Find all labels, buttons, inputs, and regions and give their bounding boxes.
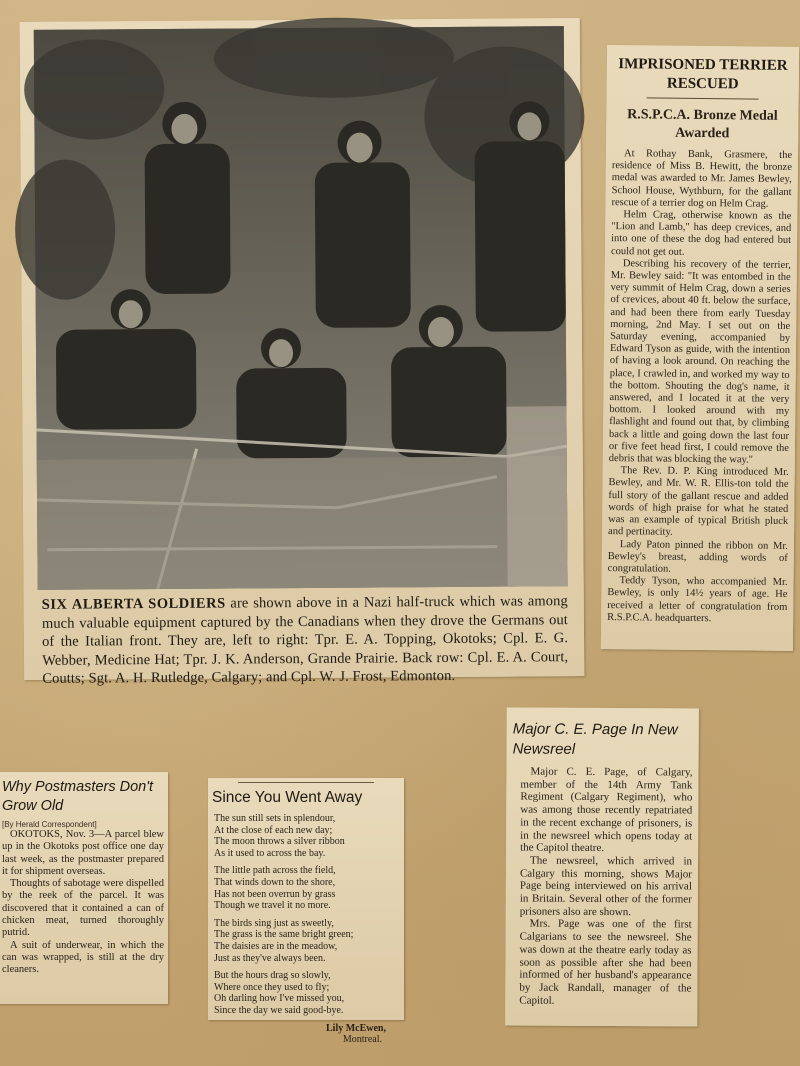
poem-line: As it used to across the bay.	[214, 847, 326, 859]
terrier-article-body	[607, 148, 792, 626]
paragraph: OKOTOKS, Nov. 3—A parcel blew up in the Okotoks post office one day last week, as the postmaster prepared it for shipment overseas.	[2, 829, 164, 877]
paragraph: Describing his recovery of the terrier, Mr. Bewley said: "It was entombed in the very summit of Helm Crag, down a series of crevices, about 40 ft. below the surface, and had been there from early Tuesday morning, 2nd May. I set out on the Saturday evening, accompanied by Edward Tyson as guide, with the intention of having a look around. On reaching the place, I crawled in, and worked my way to the bottom. Shouting the dog's name, it answered, and I located it at the very bottom. I looked around with my flashlight and found out that, by climbing back a little and going down the last four or five feet head first, I could remove the debris that was blocking the way."	[608, 258, 791, 466]
paragraph: Lady Paton pinned the ribbon on Mr. Bewley's breast, adding words of congratulation.	[607, 538, 788, 575]
paragraph: Mrs. Page was one of the first Calgarians to see the newsreel. She was down at the theatre early today as soon as possible after she had been informed of her husband's appearance by Jack Randall, manager of the Capitol.	[519, 918, 692, 1007]
poem-line: But the hours drag so slowly,	[214, 970, 331, 982]
poem-line: The grass is the same bright green;	[214, 929, 354, 941]
poem-line: The little path across the field,	[214, 865, 336, 877]
postmasters-headline: Why Postmasters Don't Grow Old	[2, 779, 154, 814]
poem-author: Lily McEwen,	[326, 1022, 386, 1034]
halftruck-photo-image	[34, 26, 568, 590]
poem-line: The sun still sets in splendour,	[214, 813, 336, 824]
caption-lead: SIX ALBERTA SOLDIERS	[41, 595, 226, 613]
poem-line: Where once they used to fly;	[214, 981, 330, 993]
paragraph: Thoughts of sabotage were dispelled by the reek of the parcel. It was discovered that it contained a can of chicken meat, turned thoroughly putrid.	[2, 878, 164, 939]
poem-line: The birds sing just as sweetly,	[214, 917, 334, 929]
terrier-headline: IMPRISONED TERRIER RESCUED	[618, 56, 788, 93]
terrier-clipping	[601, 45, 799, 651]
byline: [By Herald Correspondent]	[2, 820, 97, 829]
poem-author-place: Montreal.	[342, 1033, 382, 1045]
poem-line: At the close of each new day;	[214, 824, 333, 836]
poem-stanza	[214, 970, 400, 1016]
poem-stanza	[214, 865, 400, 911]
postmasters-article-body	[2, 829, 164, 977]
poem-line: The daisies are in the meadow,	[214, 940, 338, 952]
poem-line: That winds down to the shore,	[214, 876, 336, 888]
poem-line: The moon throws a silver ribbon	[214, 836, 345, 848]
paragraph: Major C. E. Page, of Calgary, member of the 14th Army Tank Regiment (Calgary Regiment), who was among those recently repatriated in the recent exchange of prisoners, is in the newsreel which opens today at the Capitol theatre.	[520, 765, 693, 855]
poem-line: Though we travel it no more.	[214, 900, 331, 912]
caption-text: are shown above in a Nazi half-truck which was among much valuable equipment captured by the Canadians when they drove the Germans out of the Italian front. They are, left to right: Tpr. E. A. Topping, Okotoks; Cpl. E. G. Webber, Medicine Hat; Tpr. J. K. Anderson, Grande Prairie. Back row: Cpl. E. A. Court, Coutts; Sgt. A. H. Rutledge, Calgary; and Cpl. W. J. Frost, Edmonton.	[41, 593, 569, 687]
photo-caption	[42, 592, 569, 688]
poem-stanza	[214, 918, 400, 964]
soldiers-photo	[34, 26, 568, 590]
poem-title: Since You Went Away	[212, 789, 363, 806]
newsreel-clipping	[505, 707, 699, 1026]
newsreel-article-body	[519, 766, 692, 1008]
poem-top-rule	[238, 782, 374, 783]
poem-line: Oh darling how I've missed you,	[214, 993, 345, 1005]
newsreel-headline: Major C. E. Page In New Newsreel	[512, 720, 678, 758]
paragraph: Teddy Tyson, who accompanied Mr. Bewley, is only 14½ years of age. He received a letter of congratulation from R.S.P.C.A. headquarters.	[607, 575, 788, 624]
paragraph: The Rev. D. P. King introduced Mr. Bewley, and Mr. W. R. Ellis-ton told the full story of the gallant rescue and added words of high praise for what he stated was an example of typical British pluck and pertinacity.	[608, 465, 789, 539]
poem-stanza	[214, 813, 400, 859]
poem-clipping	[208, 778, 404, 1045]
poem-line: Since the day we said good-bye.	[214, 1004, 344, 1016]
paragraph: Helm Crag, otherwise known as the "Lion and Lamb," has deep crevices, and into one of these the dog had entered but could not get out.	[610, 209, 792, 258]
poem-line: Has not been overrun by grass	[214, 888, 336, 900]
paragraph: At Rothay Bank, Grasmere, the residence of Miss B. Hewitt, the bronze medal was awarded to Mr. James Bewley, School House, Wythburn, for the gallant rescue of a terrier dog on Helm Crag.	[611, 148, 793, 210]
photo-clipping	[20, 18, 585, 687]
poem-line: Just as they've always been.	[214, 952, 326, 964]
terrier-subhead: R.S.P.C.A. Bronze Medal Awarded	[627, 107, 778, 142]
headline-divider	[647, 97, 759, 99]
postmasters-clipping	[0, 772, 168, 1004]
paragraph: The newsreel, which arrived in Calgary this morning, shows Major Page being interviewed on his arrival in Britain. Several other of the former prisoners also are shown.	[519, 854, 693, 918]
paragraph: A suit of underwear, in which the can was wrapped, is still at the dry cleaners.	[2, 939, 164, 976]
